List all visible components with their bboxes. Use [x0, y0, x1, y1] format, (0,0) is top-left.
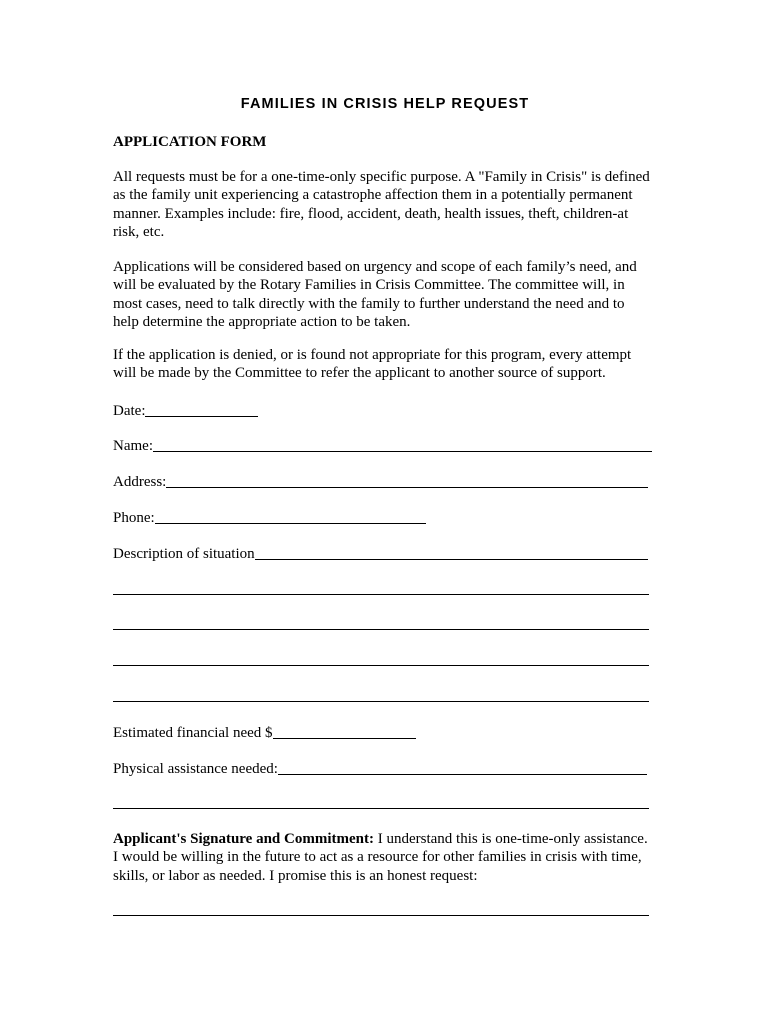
financial-need-blank[interactable] — [273, 724, 416, 739]
financial-need-label: Estimated financial need $ — [113, 725, 273, 741]
denial-line: will be made by the Committee to refer the applicant to another source of support. — [113, 365, 606, 382]
physical-assistance-label: Physical assistance needed: — [113, 761, 278, 777]
description-field-row — [113, 545, 648, 563]
application-form-heading: APPLICATION FORM — [113, 134, 267, 150]
description-blank[interactable] — [255, 545, 648, 560]
evaluation-line: will be evaluated by the Rotary Families in Crisis Committee. The committee will, in — [113, 277, 625, 294]
signature-line-2: I would be willing in the future to act as a resource for other families in crisis with time, — [113, 849, 642, 866]
address-field-row — [113, 473, 648, 491]
form-title: FAMILIES IN CRISIS HELP REQUEST — [240, 96, 530, 112]
evaluation-line: help determine the appropriate action to be taken. — [113, 314, 411, 331]
description-line[interactable] — [113, 629, 649, 630]
intro-line: risk, etc. — [113, 224, 165, 241]
description-line[interactable] — [113, 701, 649, 702]
intro-line: All requests must be for a one-time-only specific purpose. A "Family in Crisis" is defined — [113, 169, 650, 185]
physical-assistance-line[interactable] — [113, 808, 649, 809]
description-line[interactable] — [113, 665, 649, 666]
date-field-row — [113, 402, 258, 420]
signature-commitment-text: I understand this is one-time-only assistance. — [374, 831, 648, 847]
denial-paragraph — [113, 346, 673, 383]
description-line[interactable] — [113, 594, 649, 595]
intro-line: manner. Examples include: fire, flood, accident, death, health issues, theft, children-at — [113, 205, 629, 222]
signature-line[interactable] — [113, 915, 649, 916]
address-blank[interactable] — [166, 473, 648, 488]
physical-assistance-blank[interactable] — [278, 760, 647, 775]
evaluation-paragraph — [113, 258, 673, 332]
name-field-row — [113, 437, 652, 455]
signature-line-3: skills, or labor as needed. I promise this is an honest request: — [113, 867, 478, 884]
signature-commitment-label: Applicant's Signature and Commitment: — [113, 831, 374, 847]
description-label: Description of situation — [113, 546, 255, 562]
signature-commitment-paragraph — [113, 830, 673, 885]
name-blank[interactable] — [153, 437, 652, 452]
denial-line: If the application is denied, or is found not appropriate for this program, every attempt — [113, 347, 632, 363]
signature-line-1 — [113, 830, 673, 848]
phone-field-row — [113, 509, 426, 527]
evaluation-line: most cases, need to talk directly with the family to further understand the need and to — [113, 295, 625, 312]
date-label: Date: — [113, 403, 146, 419]
intro-paragraph — [113, 168, 673, 242]
address-label: Address: — [113, 474, 167, 490]
name-label: Name: — [113, 438, 153, 454]
evaluation-line: Applications will be considered based on urgency and scope of each family’s need, and — [113, 259, 637, 275]
phone-blank[interactable] — [155, 509, 426, 524]
intro-line: as the family unit experiencing a catastrophe affection them in a potentially permanent — [113, 187, 633, 204]
phone-label: Phone: — [113, 510, 155, 526]
financial-need-field-row — [113, 724, 416, 742]
date-blank[interactable] — [145, 402, 258, 417]
physical-assistance-field-row — [113, 760, 647, 778]
